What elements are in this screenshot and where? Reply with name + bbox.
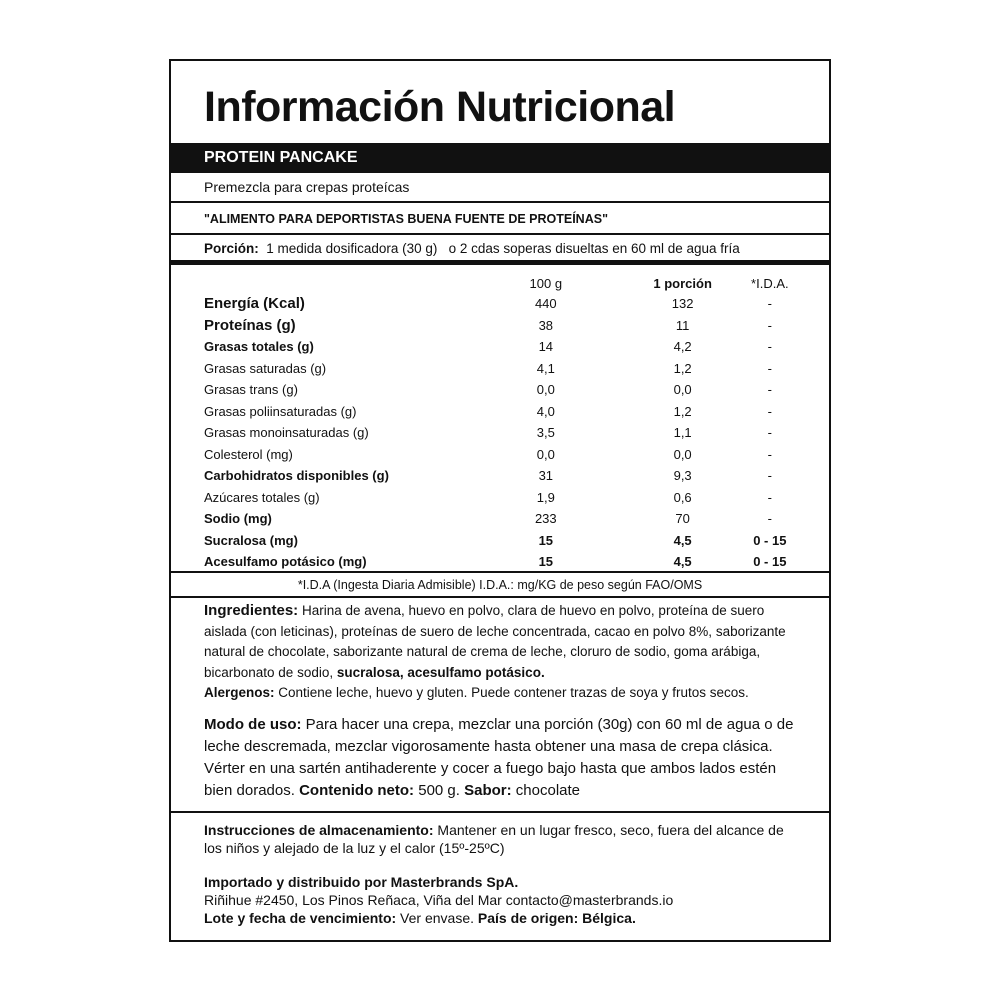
value-ida: - [767,446,772,462]
net-label: Contenido neto: [299,781,415,799]
value-ida: 0 - 15 [753,554,787,570]
header-ida: *I.D.A. [751,275,789,291]
nutrition-table [204,273,804,573]
value-portion: 4,2 [673,339,692,355]
product-claim: "ALIMENTO PARA DEPORTISTAS BUENA FUENTE DE PROTEÍNAS" [171,203,829,235]
value-ida: - [767,317,772,333]
flavor-value: chocolate [511,781,581,799]
ingredients-label: Ingredientes: [204,602,299,619]
value-ida: - [767,489,772,505]
net-value: 500 g. [414,781,465,799]
table-row [204,465,804,487]
lot-value: Ver envase. [396,910,478,926]
table-row [204,293,804,315]
table-row [204,422,804,444]
value-100g: 0,0 [536,446,555,462]
nutrient-name: Sodio (mg) [204,511,272,527]
value-100g: 15 [538,554,554,570]
label-title: Información Nutricional [204,83,676,131]
divider [171,811,829,813]
lot-label: Lote y fecha de vencimiento: [204,910,397,926]
allergens-text: Contiene leche, huevo y gluten. Puede contener trazas de soya y frutos secos. [274,685,749,700]
value-100g: 15 [538,532,554,548]
value-100g: 440 [534,296,557,312]
value-portion: 9,3 [673,468,692,484]
ingredients-text: Harina de avena, huevo en polvo, clara de huevo en polvo, proteína de suero aislada (con leticinas), proteínas de suero de leche concentrada, cacao en polvo 8%, saborizante natural de chocolate, saborizante natural de crema de leche, cloruro de sodio, goma arábiga, bicarbonato de sodio, [204,603,786,680]
value-portion: 4,5 [673,554,692,570]
value-ida: - [767,296,772,312]
importer-address: Riñihue #2450, Los Pinos Reñaca, Viña del Mar contacto@masterbrands.io [204,892,674,908]
nutrient-name: Azúcares totales (g) [204,489,320,505]
value-ida: 0 - 15 [753,532,787,548]
importer-label: Importado y distribuido por Masterbrands SpA. [204,874,519,890]
product-subtitle: Premezcla para crepas proteícas [171,173,829,203]
nutrient-name: Grasas totales (g) [204,339,314,355]
table-row [204,336,804,358]
table-row [204,358,804,380]
value-ida: - [767,468,772,484]
value-portion: 132 [671,296,694,312]
table-row [204,444,804,466]
nutrition-label [169,59,831,942]
value-portion: 0,0 [673,446,692,462]
table-row [204,315,804,337]
value-100g: 3,5 [536,425,555,441]
value-portion: 1,2 [673,403,692,419]
nutrient-name: Energía (Kcal) [204,295,305,313]
usage-label: Modo de uso: [204,715,302,733]
table-row [204,401,804,423]
value-portion: 70 [675,511,690,527]
nutrient-name: Acesulfamo potásico (mg) [204,554,367,570]
value-100g: 38 [538,317,554,333]
value-portion: 11 [675,317,690,333]
storage-section [204,821,804,927]
value-ida: - [767,425,772,441]
table-row [204,379,804,401]
value-100g: 31 [538,468,554,484]
table-row [204,551,804,573]
value-portion: 1,2 [673,360,692,376]
value-100g: 4,0 [536,403,555,419]
nutrient-name: Colesterol (mg) [204,446,293,462]
header-portion: 1 porción [653,275,712,291]
value-ida: - [767,511,772,527]
allergens-label: Alergenos: [204,685,275,700]
nutrient-name: Carbohidratos disponibles (g) [204,468,389,484]
portion-label: Porción: [204,241,259,256]
nutrient-name: Grasas saturadas (g) [204,360,327,376]
value-portion: 4,5 [673,532,692,548]
portion-value: 1 medida dosificadora (30 g) o 2 cdas soperas disueltas en 60 ml de agua fría [266,241,740,256]
value-100g: 1,9 [536,489,555,505]
portion-row [171,235,829,265]
value-ida: - [767,403,772,419]
nutrient-name: Sucralosa (mg) [204,532,298,548]
nutrient-name: Grasas monoinsaturadas (g) [204,425,369,441]
storage-label: Instrucciones de almacenamiento: [204,822,434,838]
value-portion: 1,1 [673,425,692,441]
table-row [204,530,804,552]
value-100g: 4,1 [536,360,555,376]
value-100g: 14 [538,339,554,355]
table-row [204,487,804,509]
table-footnote: *I.D.A (Ingesta Diaria Admisible) I.D.A.: mg/KG de peso según FAO/OMS [171,571,829,598]
table-header [204,273,804,293]
value-portion: 0,6 [673,489,692,505]
ingredients-sweeteners: sucralosa, acesulfamo potásico. [336,664,545,680]
flavor-label: Sabor: [464,781,512,799]
nutrient-name: Grasas trans (g) [204,382,298,398]
value-100g: 233 [534,511,557,527]
usage-text: Para hacer una crepa, mezclar una porción (30g) con 60 ml de agua o de leche descremada, mezclar vigorosamente hasta obtener una masa de crepa clásica. Vérter en una sartén antihaderente y cocer a fuego bajo hasta que ambos lados estén bien dorados. [204,715,794,799]
nutrient-name: Grasas poliinsaturadas (g) [204,403,357,419]
header-100g: 100 g [529,275,563,291]
value-ida: - [767,360,772,376]
product-name: PROTEIN PANCAKE [171,143,829,173]
table-row [204,508,804,530]
value-portion: 0,0 [673,382,692,398]
value-100g: 0,0 [536,382,555,398]
value-ida: - [767,339,772,355]
ingredients-section [204,601,804,802]
nutrient-name: Proteínas (g) [204,316,296,334]
origin: País de origen: Bélgica. [477,910,636,926]
storage-text: Mantener en un lugar fresco, seco, fuera del alcance de los niños y alejado de la luz y el calor (15º-25ºC) [204,822,784,856]
value-ida: - [767,382,772,398]
